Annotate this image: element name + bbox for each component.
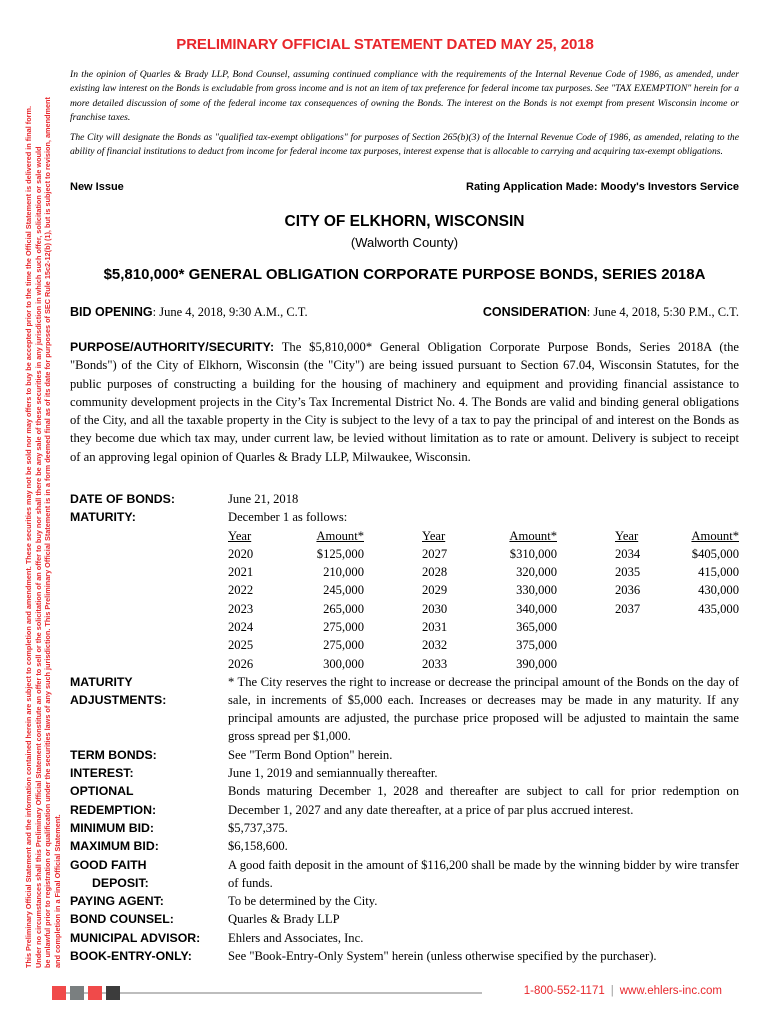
logo-square-icon [88,986,102,1000]
term-value: See "Term Bond Option" herein. [228,747,393,762]
term-value: Bonds maturing December 1, 2028 and thereafter are subject to call for prior redemption on December 1, 2027 and any date thereafter, at a price of par plus accrued interest. [228,784,739,817]
logo-square-icon [106,986,120,1000]
term-maturity-adjustments [70,673,739,746]
tax-opinion-paragraph: In the opinion of Quarles & Brady LLP, Bond Counsel, assuming continued compliance with the requirements of the Internal Revenue Code of 1986, as amended, under existing law interest on the Bonds is excludable from gross income and is not an item of tax preference for federal income tax purposes. See "TAX EXEMPTION" herein for a more detailed discussion of some of the federal income tax consequences of owning the Bonds. The interest on the Bonds is not exempt from present Wisconsin income or franchise taxes. [70,69,739,124]
term-value: A good faith deposit in the amount of $116,200 shall be made by the winning bidder by wire transfer of funds. [228,857,739,890]
bid-opening-value: : June 4, 2018, 9:30 A.M., C.T. [152,305,308,319]
bid-opening [70,304,308,320]
term-maximum-bid [70,837,739,855]
disclaimer-line: be unlawful prior to registration or qualification under the securities laws of any such jurisdiction. This Preliminary Official Statement is in a form deemed final as of its date for purposes of SEC Rule 15c2-12(b) (1), but is subject to revision, amendment [43,97,53,968]
vertical-disclaimer [24,88,62,968]
purpose-label: PURPOSE/AUTHORITY/SECURITY: [70,340,275,354]
purpose-paragraph [70,338,739,466]
maturity-schedule-row [70,527,739,673]
term-label: PAYING AGENT: [70,894,164,909]
term-value: December 1 as follows: [228,510,348,525]
issue-row [70,181,739,193]
term-bond-counsel [70,910,739,928]
term-value: To be determined by the City. [228,894,378,909]
term-label: MINIMUM BID: [70,820,155,835]
county-name: (Walworth County) [350,235,459,250]
term-minimum-bid [70,819,739,837]
term-optional-redemption [70,782,739,819]
term-value: See "Book-Entry-Only System" herein (unless otherwise specified by the purchaser). [228,949,657,964]
year-column: Year 2027 2028 2029 2030 2031 2032 2033 [422,528,448,671]
term-label: MAXIMUM BID: [70,839,159,854]
amount-column: Amount* $310,000 320,000 330,000 340,000 365,000 375,000 390,000 [509,528,557,671]
term-label: MATURITY: [70,510,136,525]
term-label: DATE OF BONDS: [70,492,175,506]
maturity-schedule-table [228,527,739,673]
term-value: June 1, 2019 and semiannually thereafter. [228,766,438,781]
bond-title: $5,810,000* GENERAL OBLIGATION CORPORATE PURPOSE BONDS, SERIES 2018A [103,266,706,283]
term-label: MATURITY ADJUSTMENTS: [70,674,167,707]
logo-square-icon [52,986,66,1000]
term-date-of-bonds [70,490,739,508]
disclaimer-line: Under no circumstances shall this Preliminary Official Statement constitute an offer to sell or the solicitation of an offer to buy nor shall there be any sale of these securities in any jurisdiction in which such offer, solicitation or sale would [33,146,43,968]
term-label: BOND COUNSEL: [70,912,174,927]
footer-website-link[interactable]: www.ehlers-inc.com [619,985,722,997]
term-label: GOOD FAITH DEPOSIT: [70,857,149,890]
term-good-faith-deposit [70,856,739,893]
consideration-label: CONSIDERATION [482,305,587,319]
term-value: $6,158,600. [228,839,288,854]
term-label: MUNICIPAL ADVISOR: [70,930,201,945]
purpose-text: The $5,810,000* General Obligation Corporate Purpose Bonds, Series 2018A (the "Bonds") of the City of Elkhorn, Wisconsin (the "City") are being issued pursuant to Section 67.04, Wisconsin Statutes, for the public purposes of constructing a building for the housing of machinery and equipment and providing financial assistance to community development projects in the City’s Tax Incremental District No. 4. The Bonds are valid and binding general obligations of the City, and all the taxable property in the City is subject to the levy of a tax to pay the principal of and interest on the Bonds as they become due which tax may, under current law, be levied without limitation as to rate or amount. Delivery is subject to receipt of an approving legal opinion of Quarles & Brady LLP, Milwaukee, Wisconsin. [70,340,739,464]
term-maturity [70,508,739,526]
rating-info: Rating Application Made: Moody's Investors Service [466,181,739,193]
term-municipal-advisor [70,929,739,947]
year-column: Year 2034 2035 2036 2037 [615,528,641,616]
term-term-bonds [70,746,739,764]
term-paying-agent [70,892,739,910]
year-column: Year 2020 2021 2022 2023 2024 2025 2026 [228,528,254,671]
issue-type: New Issue [70,181,124,193]
consideration-value: : June 4, 2018, 5:30 P.M., C.T. [586,305,739,319]
disclaimer-line: This Preliminary Official Statement and the information contained herein are subject to completion and amendment. These securities may not be sold nor may offers to buy be accepted prior to the time the Official Statement is delivered in final form. [24,105,33,968]
footer [52,986,722,1000]
term-value: * The City reserves the right to increase or decrease the principal amount of the Bonds on the day of sale, in increments of $5,000 each. Increases or decreases may be made in any maturity. If any principal amounts are adjusted, the purchase price proposed will be adjusted to maintain the same gross spread per $1,000. [228,674,739,744]
term-book-entry-only [70,947,739,965]
term-label: OPTIONAL REDEMPTION: [70,784,157,817]
amount-column: Amount* $125,000 210,000 245,000 265,000 275,000 275,000 300,000 [316,528,364,671]
issuer-name: CITY OF ELKHORN, WISCONSIN [284,213,525,230]
term-label: INTEREST: [70,766,134,781]
tax-designation-paragraph: The City will designate the Bonds as "qualified tax-exempt obligations" for purposes of Section 265(b)(3) of the Internal Revenue Code of 1986, as amended, relating to the ability of financial institutions to deduct from income for federal income tax purposes, interest expense that is allocable to carrying and acquiring tax-exempt obligations. [70,132,739,158]
footer-phone: 1-800-552-1171 [523,985,605,997]
disclaimer-line: and completion in a Final Official Statement. [52,814,62,968]
footer-contact [524,985,722,997]
logo-square-icon [70,986,84,1000]
term-value: Quarles & Brady LLP [228,912,340,927]
term-label: BOOK-ENTRY-ONLY: [70,949,192,964]
terms-section [70,490,739,965]
consideration [483,304,739,320]
page-title: PRELIMINARY OFFICIAL STATEMENT DATED MAY 25, 2018 [176,36,594,53]
footer-separator: | [610,985,614,997]
term-interest [70,764,739,782]
amount-column: Amount* $405,000 415,000 430,000 435,000 [691,528,739,616]
term-value: June 21, 2018 [228,492,299,506]
term-value: Ehlers and Associates, Inc. [228,930,364,945]
bid-opening-label: BID OPENING [70,305,153,319]
term-label: TERM BONDS: [70,747,157,762]
term-value: $5,737,375. [228,820,288,835]
